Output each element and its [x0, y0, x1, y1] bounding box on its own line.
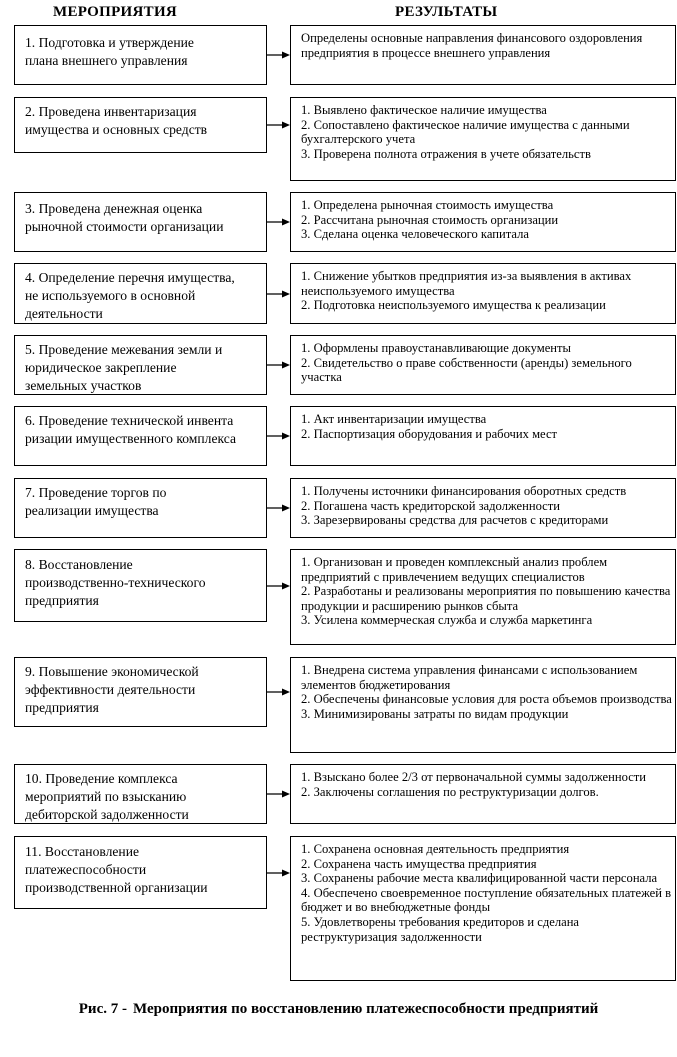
measure-text: 5. Проведение межевания земли и юридическое закрепление земельных участков — [25, 342, 223, 393]
result-item: 1. Снижение убытков предприятия из-за выявления в активах неиспользуемого имущества — [301, 269, 632, 298]
result-box — [290, 406, 676, 466]
result-item: 3. Сохранены рабочие места квалифицированной части персонала — [301, 871, 658, 886]
result-item: 5. Удовлетворены требования кредиторов и сделана реструктуризация задолженности — [301, 914, 580, 944]
arrow-icon — [267, 217, 291, 227]
result-box — [290, 836, 676, 981]
result-item: Определены основные направления финансового оздоровления предприятия в процессе внешнего управления — [301, 31, 643, 60]
result-list — [301, 555, 673, 628]
result-item: 2. Сохранена часть имущества предприятия — [301, 856, 537, 871]
arrow-icon — [267, 120, 291, 130]
result-item: 1. Определена рыночная стоимость имущества — [301, 198, 554, 212]
result-item: 1. Взыскано более 2/3 от первоначальной суммы задолженности — [301, 770, 647, 784]
measure-text: 2. Проведена инвентаризация имущества и основных средств — [25, 104, 208, 137]
measure-box — [14, 478, 267, 538]
figure-title: Мероприятия по восстановлению платежеспособности предприятий — [132, 1001, 599, 1017]
results-column-header: РЕЗУЛЬТАТЫ — [395, 4, 498, 20]
measure-text: 10. Проведение комплекса мероприятий по взысканию дебиторской задолженности — [25, 771, 189, 822]
result-item: 3. Проверена полнота отражения в учете обязательств — [301, 146, 591, 161]
result-list — [301, 484, 673, 528]
result-list — [301, 341, 673, 385]
result-item: 2. Обеспечены финансовые условия для роста объемов производства — [301, 692, 672, 707]
measure-text: 1. Подготовка и утверждение плана внешнего управления — [25, 35, 194, 68]
arrow-icon — [267, 289, 291, 299]
result-box — [290, 478, 676, 538]
result-item: 2. Паспортизация оборудования и рабочих мест — [301, 426, 558, 441]
result-item: 2. Подготовка неиспользуемого имущества к реализации — [301, 298, 606, 313]
measure-text: 3. Проведена денежная оценка рыночной стоимости организации — [25, 201, 224, 234]
result-box — [290, 549, 676, 645]
result-list — [301, 842, 673, 944]
result-item: 2. Погашена часть кредиторской задолженности — [301, 498, 561, 513]
measures-column-header: МЕРОПРИЯТИЯ — [53, 4, 178, 20]
measure-box — [14, 192, 267, 252]
figure-caption — [0, 1000, 677, 1018]
measure-box — [14, 25, 267, 85]
arrow-icon — [267, 868, 291, 878]
result-item: 3. Сделана оценка человеческого капитала — [301, 227, 529, 242]
measure-box — [14, 657, 267, 727]
result-list — [301, 31, 673, 60]
measure-box — [14, 335, 267, 395]
arrow-icon — [267, 581, 291, 591]
result-item: 1. Выявлено фактическое наличие имущества — [301, 103, 547, 117]
arrow-icon — [267, 360, 291, 370]
result-item: 2. Сопоставлено фактическое наличие имущества с данными бухгалтерского учета — [301, 117, 630, 147]
result-item: 2. Свидетельство о праве собственности (аренды) земельного участка — [301, 355, 632, 385]
result-box — [290, 97, 676, 181]
arrow-icon — [267, 687, 291, 697]
result-box — [290, 764, 676, 824]
result-item: 3. Усилена коммерческая служба и служба маркетинга — [301, 613, 593, 628]
result-item: 2. Рассчитана рыночная стоимость организации — [301, 212, 559, 227]
measure-box — [14, 97, 267, 153]
figure-number: Рис. 7 - — [78, 1001, 127, 1017]
arrow-icon — [267, 503, 291, 513]
result-item: 1. Получены источники финансирования оборотных средств — [301, 484, 627, 498]
result-item: 1. Акт инвентаризации имущества — [301, 412, 487, 426]
result-list — [301, 412, 673, 441]
result-item: 2. Разработаны и реализованы мероприятия по повышению качества продукции и расширению рынков сбыта — [301, 584, 671, 613]
result-list — [301, 103, 673, 161]
result-item: 4. Обеспечено своевременное поступление обязательных платежей в бюджет и во внебюджетные фонды — [301, 885, 672, 915]
measure-text: 7. Проведение торгов по реализации имущества — [25, 485, 167, 518]
result-list — [301, 198, 673, 242]
result-item: 3. Зарезервированы средства для расчетов с кредиторами — [301, 513, 609, 528]
result-list — [301, 663, 673, 721]
arrow-icon — [267, 789, 291, 799]
measure-box — [14, 836, 267, 909]
result-item: 2. Заключены соглашения по реструктуризации долгов. — [301, 784, 599, 799]
result-box — [290, 263, 676, 324]
measure-box — [14, 406, 267, 466]
result-box — [290, 335, 676, 395]
measure-box — [14, 764, 267, 824]
measure-text: 8. Восстановление производственно-технического предприятия — [25, 557, 206, 608]
measure-text: 9. Повышение экономической эффективности деятельности предприятия — [25, 664, 199, 715]
result-box — [290, 657, 676, 753]
measure-text: 4. Определение перечня имущества, не используемого в основной деятельности — [25, 270, 235, 321]
result-item: 3. Минимизированы затраты по видам продукции — [301, 706, 569, 721]
measure-box — [14, 263, 267, 324]
result-item: 1. Внедрена система управления финансами с использованием элементов бюджетирования — [301, 663, 638, 692]
result-list — [301, 269, 673, 313]
result-item: 1. Оформлены правоустанавливающие документы — [301, 341, 572, 355]
result-item: 1. Сохранена основная деятельность предприятия — [301, 842, 570, 856]
result-list — [301, 770, 673, 799]
result-box — [290, 192, 676, 252]
arrow-icon — [267, 431, 291, 441]
result-item: 1. Организован и проведен комплексный анализ проблем предприятий с привлечением ведущих специалистов — [301, 555, 608, 584]
arrow-icon — [267, 50, 291, 60]
measure-text: 6. Проведение технической инвента ризации имущественного комплекса — [25, 413, 236, 446]
result-box — [290, 25, 676, 85]
measure-box — [14, 549, 267, 622]
measure-text: 11. Восстановление платежеспособности производственной организации — [25, 844, 208, 895]
